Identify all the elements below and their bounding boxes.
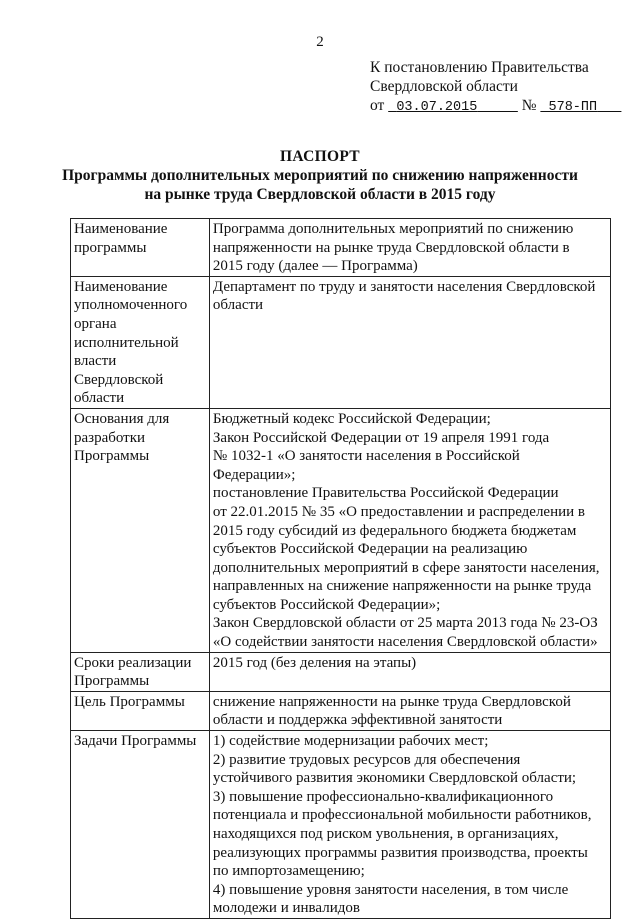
value-line: Программа дополнительных мероприятий по снижению [212, 221, 574, 237]
row-label [71, 276, 210, 408]
resolution-line-2: Свердловской области [370, 78, 518, 95]
value-line: потенциала и профессиональной мобильности работников, [212, 807, 592, 824]
value-line: постановление Правительства Российской Федерации [212, 485, 559, 502]
resolution-date: 03.07.2015 [396, 100, 478, 115]
value-line: по импортозамещению; [212, 863, 365, 880]
label-line: Наименование [74, 278, 168, 295]
resolution-number: 578-ПП [548, 100, 598, 115]
value-line: молодежи и инвалидов [212, 900, 360, 917]
table-row [71, 408, 611, 652]
number-prefix: № [521, 97, 537, 114]
label-line: программы [74, 239, 147, 256]
row-value [209, 731, 610, 919]
label-line: Сроки реализации [74, 654, 192, 671]
value-line: устойчивого развития экономики Свердловской области; [212, 770, 577, 787]
title-line-2: Программы дополнительных мероприятий по снижению напряженности [62, 167, 578, 184]
label-line: разработки [74, 429, 146, 446]
resolution-reference [370, 58, 621, 117]
document-title [0, 147, 640, 204]
row-value [209, 276, 610, 408]
value-line: 1) содействие модернизации рабочих мест; [212, 733, 489, 750]
value-line: 4) повышение уровня занятости населения, в том числе [212, 881, 569, 898]
page-number: 2 [316, 34, 324, 50]
value-line: 3) повышение профессионально-квалификационного [212, 788, 554, 805]
label-line: Наименование [74, 221, 168, 237]
value-line: № 1032-1 «О занятости населения в Российской [212, 448, 520, 465]
value-line: области [212, 297, 264, 314]
table-row [71, 652, 611, 691]
label-line: исполнительной [74, 334, 179, 351]
label-line: уполномоченного [74, 297, 188, 314]
table-row [71, 691, 611, 730]
label-line: власти [74, 353, 117, 370]
value-line: 2015 год (без деления на этапы) [212, 654, 417, 671]
row-value [209, 652, 610, 691]
row-label [71, 731, 210, 919]
table-row [71, 731, 611, 919]
passport-table [70, 218, 611, 919]
value-line: от 22.01.2015 № 35 «О предоставлении и распределении в [212, 503, 586, 520]
title-line-3: на рынке труда Свердловской области в 2015 году [144, 186, 496, 203]
row-label [71, 691, 210, 730]
row-label [71, 652, 210, 691]
label-line: Программы [74, 673, 150, 690]
value-line: 2015 году субсидий из федерального бюджета бюджетам [212, 522, 577, 539]
value-line: направленных на снижение напряженности на рынке труда [212, 578, 592, 595]
resolution-line-1: К постановлению Правительства [370, 59, 589, 76]
value-line: реализующих программы развития производства, проекты [212, 844, 588, 861]
value-line: Закон Российской Федерации от 19 апреля 1991 года [212, 429, 550, 446]
label-line: Программы [74, 448, 150, 465]
row-value [209, 219, 610, 277]
label-line: Основания для [74, 410, 170, 427]
row-value [209, 691, 610, 730]
label-line: области [74, 390, 125, 407]
value-line: Бюджетный кодекс Российской Федерации; [212, 410, 491, 427]
value-line: снижение напряженности на рынке труда Свердловской [212, 693, 571, 710]
value-line: 2015 году (далее — Программа) [212, 258, 418, 275]
row-label [71, 408, 210, 652]
value-line: субъектов Российской Федерации на реализацию [212, 541, 528, 558]
row-label [71, 219, 210, 277]
row-value [209, 408, 610, 652]
table-row [71, 219, 611, 277]
value-line: Федерации»; [212, 466, 296, 483]
value-line: Закон Свердловской области от 25 марта 2013 года № 23-ОЗ [212, 615, 598, 632]
resolution-date-line [370, 96, 621, 117]
value-line: 2) развитие трудовых ресурсов для обеспечения [212, 751, 521, 768]
value-line: находящихся под риском увольнения, в организациях, [212, 826, 559, 842]
label-line: Цель Программы [74, 693, 185, 710]
date-prefix: от [370, 97, 385, 114]
value-line: области и поддержка эффективной занятости [212, 712, 503, 729]
value-line: напряженности на рынке труда Свердловской области в [212, 239, 570, 256]
label-line: Свердловской [74, 371, 164, 388]
label-line: органа [74, 315, 117, 332]
value-line: «О содействии занятости населения Свердловской области» [212, 634, 598, 651]
value-line: Департамент по труду и занятости населения Свердловской [212, 278, 596, 295]
value-line: дополнительных мероприятий в сфере занятости населения, [212, 559, 600, 576]
value-line: субъектов Российской Федерации»; [212, 596, 441, 613]
label-line: Задачи Программы [74, 733, 197, 750]
table-row [71, 276, 611, 408]
title-passport: ПАСПОРТ [280, 148, 360, 165]
